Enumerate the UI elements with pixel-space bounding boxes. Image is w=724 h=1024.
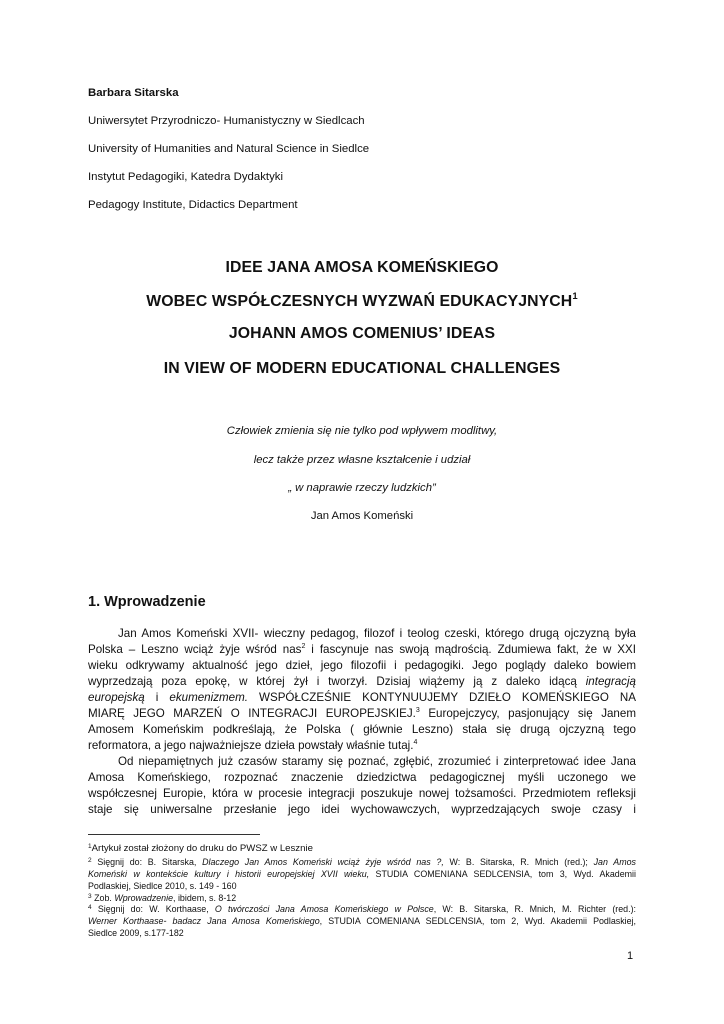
text-run-italic: Komeński w kontekście kultury i historii europejskiej XVII wieku,: [88, 869, 370, 879]
footnote: [88, 843, 636, 854]
text-run: i fascynuje nas swoją mądrością. Zdumiewa fakt, że w XXI: [305, 643, 636, 656]
footnote-ref: 4: [413, 739, 418, 746]
motto-line: lecz także przez własne kształcenie i udział: [253, 454, 471, 466]
author-name: Barbara Sitarska: [88, 87, 179, 99]
paragraph-line: [88, 674, 636, 689]
text-run-italic: Werner Korthaase- badacz Jana Amosa Komeńskiego: [88, 916, 320, 926]
paragraph-line: [88, 738, 636, 753]
text-run: i: [144, 691, 170, 704]
footnote-line: [88, 869, 636, 880]
footnote-ref: 3: [415, 707, 420, 714]
title-line: IDEE JANA AMOSA KOMEŃSKIEGO: [225, 259, 499, 276]
footnote-number: 2: [88, 857, 92, 864]
text-run: wyprzedzają poza epokę, w której żył i tworzył. Dzisiaj wiążemy ją z daleko idącą: [88, 675, 586, 688]
affiliation-line: Instytut Pedagogiki, Katedra Dydaktyki: [88, 171, 284, 183]
footnote: [88, 904, 636, 915]
section-heading: 1. Wprowadzenie: [88, 594, 206, 610]
text-run-italic: Jan Amos: [593, 857, 636, 867]
affiliation-line: Pedagogy Institute, Didactics Department: [88, 199, 298, 211]
text-run-italic: ekumenizmem.: [169, 691, 248, 704]
title-line: JOHANN AMOS COMENIUS’ IDEAS: [228, 325, 496, 342]
text-run: Sięgnij do: W. Korthaase,: [91, 904, 215, 914]
text-run: , STUDIA COMENIANA SEDLCENSIA, tom 2, Wyd. Akademii Podlaskiej,: [319, 916, 636, 926]
footnote-line: Siedlce 2009, s.177-182: [88, 928, 184, 938]
text-run: WSPÓŁCZEŚNIE KONTYNUUJEMY DZIEŁO KOMEŃSKIEGO NA: [247, 691, 636, 704]
affiliation-line: University of Humanities and Natural Science in Siedlce: [88, 143, 370, 155]
footnote-line: Podlaskiej, Siedlce 2010, s. 149 - 160: [88, 881, 237, 891]
text-run-italic: Dlaczego Jan Amos Komeński wciąż żyje wśród nas ?,: [202, 857, 444, 867]
page-number: 1: [627, 950, 634, 962]
text-run: MIARĘ JEGO MARZEŃ O INTEGRACJI EUROPEJSKIEJ.: [88, 707, 416, 720]
text-run: , ibidem, s. 8-12: [173, 893, 237, 903]
paragraph-line: współczesnej Europie, która w procesie integracji poszukuje nowej tożsamości. Przedmiotem refleksji: [88, 787, 636, 800]
footnote-text: Artykuł został złożony do druku do PWSZ w Lesznie: [91, 843, 313, 854]
paragraph-line: Amosem Komeńskim podkreślają, że Polska ( głównie Leszno) stała się drugą ojczyzną tego: [88, 723, 636, 736]
paragraph-line: staje się uniwersalne przesłanie jego idei wychowawczych, wyprzedzających swoje czasy i: [88, 803, 636, 816]
text-run: Polska – Leszno wciąż żyje wśród nas: [88, 643, 302, 656]
paragraph-line: Jan Amos Komeński XVII- wieczny pedagog, filozof i teolog czeski, którego drugą ojczyzną była: [118, 627, 636, 640]
footnote-number: 3: [88, 893, 92, 900]
paragraph-line: Amosa Komeńskiego, rozpoznać znaczenie dziedzictwa pedagogicznej myśli uczonego we: [88, 771, 636, 784]
motto-line: „ w naprawie rzeczy ludzkich”: [288, 482, 436, 494]
title-line: [0, 291, 724, 311]
text-run: reformatora, a jego najważniejsze dzieła powstały właśnie tutaj.: [88, 739, 414, 752]
text-run-italic: integracją: [585, 675, 636, 688]
footnote-separator: [88, 834, 260, 835]
footnote-number: 1: [88, 843, 92, 850]
footnote-line: [88, 916, 636, 927]
text-run-italic: Wprowadzenie: [114, 893, 174, 903]
title-text: WOBEC WSPÓŁCZESNYCH WYZWAŃ EDUKACYJNYCH: [146, 293, 573, 310]
text-run-italic: europejską: [88, 691, 145, 704]
title-line: IN VIEW OF MODERN EDUCATIONAL CHALLENGES: [163, 360, 561, 377]
text-run-italic: O twórczości Jana Amosa Komeńskiego w Polsce: [214, 904, 434, 914]
motto-line: Człowiek zmienia się nie tylko pod wpływem modlitwy,: [226, 425, 498, 437]
paragraph-line: [88, 706, 636, 721]
footnote: [88, 893, 636, 904]
footnote: [88, 857, 636, 868]
text-run: Sięgnij do: B. Sitarska,: [91, 857, 203, 867]
motto-author: Jan Amos Komeński: [310, 510, 414, 522]
text-run: W: B. Sitarska, R. Mnich (red.);: [443, 857, 594, 867]
text-run: Europejczycy, pasjonujący się Janem: [419, 707, 636, 720]
paragraph-line: Od niepamiętnych już czasów staramy się poznać, zgłębić, zrozumieć i zinterpretować idee Jana: [118, 755, 636, 768]
footnote-ref: 1: [572, 291, 578, 302]
text-run: STUDIA COMENIANA SEDLCENSIA, tom 3, Wyd. Akademii: [369, 869, 636, 879]
affiliation-line: Uniwersytet Przyrodniczo- Humanistyczny w Siedlcach: [88, 115, 365, 127]
paragraph-line: [88, 690, 636, 705]
text-run: , W: B. Sitarska, R. Mnich, M. Richter (red.):: [433, 904, 636, 914]
footnote-number: 4: [88, 904, 92, 911]
footnote-ref: 2: [301, 643, 306, 650]
paragraph-line: wieku odkrywamy aktualność jego dzieł, jego filozofii i pedagogiki. Jego poglądy daleko bowiem: [88, 659, 636, 672]
paragraph-line: [88, 642, 636, 657]
text-run: Zob.: [91, 893, 115, 903]
